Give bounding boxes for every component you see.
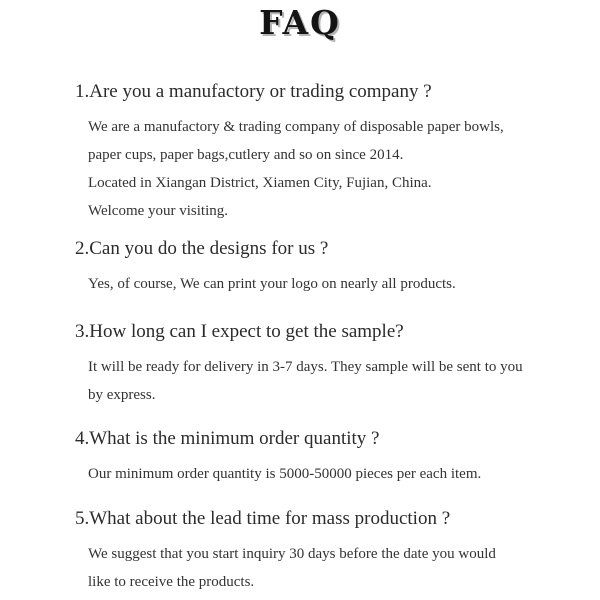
faq-answer-1-line-2: paper cups, paper bags,cutlery and so on since 2014.: [88, 147, 404, 163]
faq-question-1: 1.Are you a manufactory or trading company ?: [75, 81, 432, 102]
faq-answer-5: [75, 540, 560, 596]
faq-answer-3-line-2: by express.: [88, 387, 156, 403]
faq-item-5: [75, 505, 560, 596]
faq-question-4: 4.What is the minimum order quantity ?: [75, 428, 380, 449]
faq-question-5: 5.What about the lead time for mass production ?: [75, 508, 451, 529]
faq-answer-1: [75, 113, 560, 225]
faq-answer-5-line-1: We suggest that you start inquiry 30 days before the date you would: [88, 546, 496, 562]
faq-item-3: [75, 318, 560, 409]
faq-answer-2: [75, 270, 560, 298]
faq-answer-2-line-1: Yes, of course, We can print your logo on nearly all products.: [88, 276, 456, 292]
faq-answer-5-line-2: like to receive the products.: [88, 574, 255, 590]
faq-answer-4: [75, 460, 560, 488]
faq-answer-1-line-3: Located in Xiangan District, Xiamen City, Fujian, China.: [88, 175, 432, 191]
faq-list: [0, 78, 600, 596]
faq-answer-1-line-1: We are a manufactory & trading company of disposable paper bowls,: [88, 119, 504, 135]
faq-answer-3-line-1: It will be ready for delivery in 3-7 days. They sample will be sent to you: [88, 359, 523, 375]
faq-item-2: [75, 235, 560, 298]
faq-question-2: 2.Can you do the designs for us ?: [75, 238, 329, 259]
faq-item-1: [75, 78, 560, 225]
faq-item-4: [75, 425, 560, 488]
faq-answer-4-line-1: Our minimum order quantity is 5000-50000 pieces per each item.: [88, 466, 482, 482]
page-title: FAQ: [259, 3, 341, 42]
faq-question-3: 3.How long can I expect to get the sample?: [75, 321, 404, 342]
faq-answer-1-line-4: Welcome your visiting.: [88, 203, 229, 219]
faq-answer-3: [75, 353, 560, 409]
